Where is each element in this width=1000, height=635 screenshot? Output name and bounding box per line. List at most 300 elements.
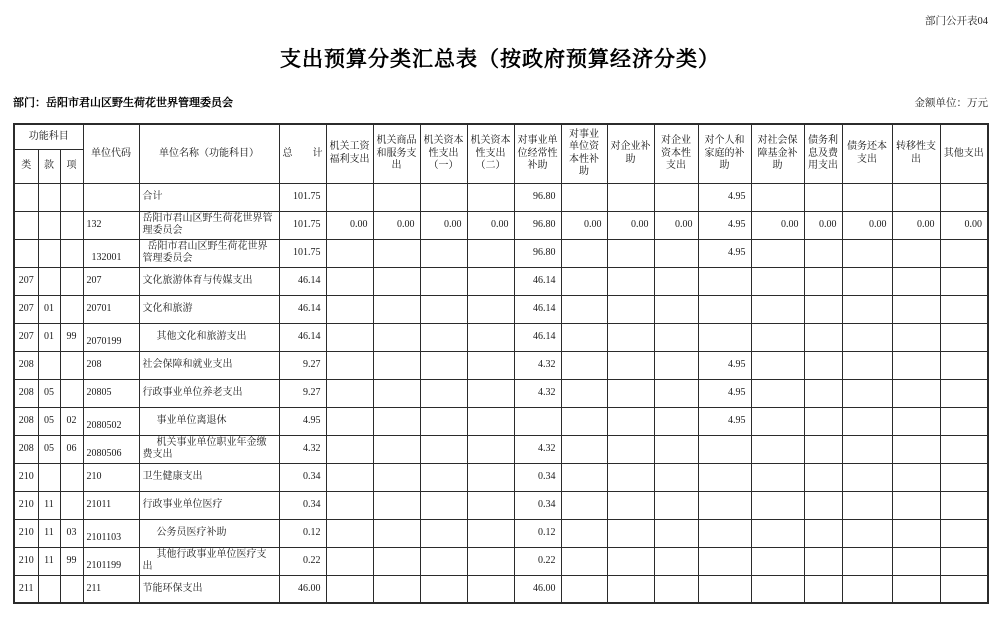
cell-value [467, 239, 514, 267]
cell-value: 96.80 [514, 211, 561, 239]
cell-value [940, 575, 988, 603]
cell-value [607, 519, 654, 547]
cell-value [892, 323, 940, 351]
cell-value: 46.14 [279, 295, 326, 323]
cell-value [892, 491, 940, 519]
cell-value [940, 463, 988, 491]
cell-value [892, 547, 940, 575]
cell-value [940, 379, 988, 407]
cell-value [698, 295, 751, 323]
cell-value [420, 379, 467, 407]
cell-value [751, 183, 804, 211]
cell-value [654, 351, 698, 379]
cell-value [373, 463, 420, 491]
cell-value: 46.00 [514, 575, 561, 603]
cell-value: 0.34 [514, 463, 561, 491]
cell-value [607, 183, 654, 211]
cell-xiang [60, 379, 83, 407]
cell-value [940, 435, 988, 463]
cell-value [561, 463, 607, 491]
cell-value: 4.32 [514, 435, 561, 463]
cell-value: 9.27 [279, 351, 326, 379]
header-value-column: 对事业单位资本性补助 [561, 124, 607, 183]
table-row [14, 463, 988, 491]
cell-value [326, 351, 373, 379]
cell-value [654, 295, 698, 323]
cell-lei: 208 [14, 351, 38, 379]
cell-value: 101.75 [279, 239, 326, 267]
cell-value [751, 575, 804, 603]
cell-lei [14, 239, 38, 267]
header-xiang: 项 [60, 149, 83, 183]
cell-value [420, 435, 467, 463]
cell-lei: 208 [14, 379, 38, 407]
cell-xiang [60, 183, 83, 211]
cell-value: 4.95 [698, 239, 751, 267]
cell-value: 0.00 [467, 211, 514, 239]
cell-value [326, 547, 373, 575]
cell-value: 0.00 [804, 211, 842, 239]
cell-xiang [60, 575, 83, 603]
cell-value [561, 379, 607, 407]
cell-lei: 210 [14, 547, 38, 575]
cell-kuan: 05 [38, 379, 60, 407]
cell-value: 0.00 [420, 211, 467, 239]
cell-lei [14, 183, 38, 211]
cell-value [751, 323, 804, 351]
cell-value: 4.95 [698, 407, 751, 435]
cell-value [751, 267, 804, 295]
cell-value [326, 239, 373, 267]
cell-value [751, 351, 804, 379]
cell-value [654, 519, 698, 547]
cell-kuan: 01 [38, 295, 60, 323]
cell-value [751, 295, 804, 323]
cell-value [892, 575, 940, 603]
cell-value [804, 547, 842, 575]
table-header [14, 124, 988, 183]
cell-value: 0.00 [607, 211, 654, 239]
cell-value: 0.22 [279, 547, 326, 575]
cell-value [804, 407, 842, 435]
cell-value [514, 407, 561, 435]
header-value-column: 机关资本性支出（一） [420, 124, 467, 183]
cell-value [751, 435, 804, 463]
cell-value: 0.00 [940, 211, 988, 239]
cell-unit-name: 行政事业单位养老支出 [139, 379, 279, 407]
cell-value [561, 491, 607, 519]
cell-value [420, 491, 467, 519]
cell-value [373, 183, 420, 211]
cell-value [607, 407, 654, 435]
cell-value [373, 407, 420, 435]
cell-value [467, 575, 514, 603]
cell-kuan [38, 463, 60, 491]
cell-value: 101.75 [279, 183, 326, 211]
cell-unit-name: 事业单位离退休 [139, 407, 279, 435]
cell-xiang: 06 [60, 435, 83, 463]
cell-value: 4.95 [698, 211, 751, 239]
cell-value: 0.00 [561, 211, 607, 239]
cell-unit-code: 21011 [83, 491, 139, 519]
cell-value [607, 323, 654, 351]
cell-value [467, 435, 514, 463]
cell-value [842, 239, 892, 267]
cell-value [373, 323, 420, 351]
cell-value [654, 323, 698, 351]
cell-value [842, 295, 892, 323]
cell-value [804, 519, 842, 547]
cell-value: 0.00 [326, 211, 373, 239]
header-value-column: 其他支出 [940, 124, 988, 183]
cell-value [751, 379, 804, 407]
cell-lei: 208 [14, 435, 38, 463]
cell-value [892, 519, 940, 547]
cell-kuan: 05 [38, 407, 60, 435]
cell-xiang: 99 [60, 547, 83, 575]
cell-value [940, 239, 988, 267]
cell-value [467, 491, 514, 519]
cell-value [420, 351, 467, 379]
cell-value [842, 519, 892, 547]
cell-value [751, 463, 804, 491]
cell-value [420, 267, 467, 295]
cell-value [420, 183, 467, 211]
cell-value [698, 519, 751, 547]
cell-value [842, 323, 892, 351]
cell-value [940, 407, 988, 435]
cell-kuan: 01 [38, 323, 60, 351]
cell-value [892, 351, 940, 379]
cell-value: 4.95 [698, 183, 751, 211]
cell-value [940, 183, 988, 211]
cell-value [326, 323, 373, 351]
cell-value [842, 463, 892, 491]
table-row [14, 435, 988, 463]
cell-value: 101.75 [279, 211, 326, 239]
cell-value [654, 435, 698, 463]
table-row [14, 407, 988, 435]
cell-value [467, 351, 514, 379]
cell-value [804, 463, 842, 491]
cell-value [467, 379, 514, 407]
cell-lei: 207 [14, 323, 38, 351]
cell-kuan [38, 351, 60, 379]
cell-value [842, 407, 892, 435]
cell-value [561, 183, 607, 211]
cell-value [420, 463, 467, 491]
cell-value [561, 519, 607, 547]
cell-unit-name: 公务员医疗补助 [139, 519, 279, 547]
cell-value [420, 239, 467, 267]
cell-value [654, 183, 698, 211]
cell-value [698, 323, 751, 351]
cell-lei: 211 [14, 575, 38, 603]
cell-unit-code: 2101199 [83, 547, 139, 575]
cell-value [326, 463, 373, 491]
cell-xiang [60, 491, 83, 519]
cell-kuan [38, 183, 60, 211]
cell-value [326, 407, 373, 435]
cell-value [561, 239, 607, 267]
cell-value: 4.95 [698, 351, 751, 379]
cell-unit-code: 20701 [83, 295, 139, 323]
cell-unit-code: 2080502 [83, 407, 139, 435]
cell-value [420, 295, 467, 323]
cell-value: 46.14 [514, 267, 561, 295]
cell-value [326, 267, 373, 295]
cell-value: 96.80 [514, 183, 561, 211]
header-value-column: 机关资本性支出（二） [467, 124, 514, 183]
cell-value: 0.12 [514, 519, 561, 547]
cell-unit-name: 岳阳市君山区野生荷花世界管理委员会 [139, 239, 279, 267]
cell-value [373, 519, 420, 547]
cell-value [420, 575, 467, 603]
cell-value [326, 575, 373, 603]
cell-unit-name: 其他行政事业单位医疗支出 [139, 547, 279, 575]
cell-value [804, 379, 842, 407]
cell-lei: 208 [14, 407, 38, 435]
header-row-top [14, 124, 988, 149]
cell-value: 0.00 [751, 211, 804, 239]
cell-value [940, 267, 988, 295]
header-value-column: 对社会保障基金补助 [751, 124, 804, 183]
cell-value [698, 463, 751, 491]
cell-value: 96.80 [514, 239, 561, 267]
cell-value: 4.32 [514, 379, 561, 407]
header-total: 总 计 [279, 124, 326, 183]
cell-unit-name: 岳阳市君山区野生荷花世界管理委员会 [139, 211, 279, 239]
cell-lei: 210 [14, 491, 38, 519]
table-row [14, 267, 988, 295]
cell-value [607, 547, 654, 575]
cell-value [561, 547, 607, 575]
cell-value [561, 575, 607, 603]
cell-value [373, 295, 420, 323]
table-row [14, 295, 988, 323]
cell-value [654, 575, 698, 603]
cell-value: 46.14 [514, 295, 561, 323]
cell-value [804, 351, 842, 379]
cell-value [804, 435, 842, 463]
cell-value [373, 267, 420, 295]
cell-xiang [60, 211, 83, 239]
cell-value: 4.32 [279, 435, 326, 463]
cell-value [654, 407, 698, 435]
table-row [14, 211, 988, 239]
cell-value: 4.95 [279, 407, 326, 435]
cell-value [804, 295, 842, 323]
cell-lei [14, 211, 38, 239]
header-kuan: 款 [38, 149, 60, 183]
cell-value [892, 267, 940, 295]
cell-value [804, 183, 842, 211]
cell-value [892, 435, 940, 463]
cell-value [607, 491, 654, 519]
cell-value [607, 463, 654, 491]
cell-value [326, 491, 373, 519]
cell-unit-name: 机关事业单位职业年金缴费支出 [139, 435, 279, 463]
cell-value: 46.14 [514, 323, 561, 351]
cell-unit-name: 文化旅游体育与传媒支出 [139, 267, 279, 295]
cell-xiang: 99 [60, 323, 83, 351]
cell-value [654, 379, 698, 407]
cell-kuan [38, 267, 60, 295]
cell-value [940, 547, 988, 575]
cell-value [607, 379, 654, 407]
cell-value [561, 351, 607, 379]
cell-unit-code: 211 [83, 575, 139, 603]
header-unit-code: 单位代码 [83, 124, 139, 183]
cell-unit-code: 210 [83, 463, 139, 491]
cell-value [326, 435, 373, 463]
cell-value: 0.34 [514, 491, 561, 519]
cell-value [842, 379, 892, 407]
cell-value [467, 547, 514, 575]
cell-value [804, 575, 842, 603]
header-value-column: 转移性支出 [892, 124, 940, 183]
header-value-column: 债务还本支出 [842, 124, 892, 183]
cell-value: 0.34 [279, 463, 326, 491]
cell-value [607, 239, 654, 267]
cell-value: 0.12 [279, 519, 326, 547]
cell-unit-name: 文化和旅游 [139, 295, 279, 323]
cell-value: 0.00 [373, 211, 420, 239]
cell-value [698, 547, 751, 575]
cell-unit-code: 20805 [83, 379, 139, 407]
cell-unit-code [83, 183, 139, 211]
cell-value [842, 491, 892, 519]
meta-row [13, 94, 988, 110]
cell-value [326, 519, 373, 547]
cell-value [420, 323, 467, 351]
cell-value [607, 351, 654, 379]
cell-unit-code: 2080506 [83, 435, 139, 463]
cell-value [373, 239, 420, 267]
cell-value: 0.00 [654, 211, 698, 239]
cell-value: 4.32 [514, 351, 561, 379]
cell-unit-code: 208 [83, 351, 139, 379]
cell-lei: 207 [14, 267, 38, 295]
cell-value: 0.00 [842, 211, 892, 239]
cell-unit-name: 行政事业单位医疗 [139, 491, 279, 519]
cell-xiang: 02 [60, 407, 83, 435]
table-row [14, 239, 988, 267]
cell-value [654, 463, 698, 491]
cell-value [842, 183, 892, 211]
cell-value [804, 323, 842, 351]
cell-value [373, 351, 420, 379]
cell-value [607, 295, 654, 323]
cell-unit-code: 2070199 [83, 323, 139, 351]
page-title: 支出预算分类汇总表（按政府预算经济分类） [280, 47, 720, 71]
cell-value [561, 295, 607, 323]
cell-value [892, 295, 940, 323]
cell-kuan: 11 [38, 519, 60, 547]
cell-value [607, 575, 654, 603]
department-label: 部门：岳阳市君山区野生荷花世界管理委员会 [13, 97, 233, 109]
cell-value [607, 435, 654, 463]
doc-label: 部门公开表04 [925, 16, 988, 27]
cell-value [842, 435, 892, 463]
cell-value [804, 239, 842, 267]
table-row [14, 379, 988, 407]
cell-value: 9.27 [279, 379, 326, 407]
cell-value [373, 575, 420, 603]
table-body [14, 183, 988, 603]
cell-xiang [60, 267, 83, 295]
cell-value [698, 575, 751, 603]
cell-value [467, 183, 514, 211]
cell-value: 46.14 [279, 323, 326, 351]
cell-value: 0.00 [892, 211, 940, 239]
cell-value [940, 351, 988, 379]
cell-value [467, 323, 514, 351]
cell-value: 0.34 [279, 491, 326, 519]
table-row [14, 491, 988, 519]
cell-value [842, 267, 892, 295]
cell-value: 0.22 [514, 547, 561, 575]
cell-value: 4.95 [698, 379, 751, 407]
cell-value [654, 547, 698, 575]
cell-xiang [60, 295, 83, 323]
cell-lei: 210 [14, 463, 38, 491]
header-value-column: 债务利息及费用支出 [804, 124, 842, 183]
cell-value [420, 547, 467, 575]
cell-value [654, 239, 698, 267]
header-value-column: 对企业资本性支出 [654, 124, 698, 183]
table-row [14, 351, 988, 379]
cell-unit-name: 合计 [139, 183, 279, 211]
cell-unit-name: 其他文化和旅游支出 [139, 323, 279, 351]
cell-value [467, 295, 514, 323]
cell-value: 46.00 [279, 575, 326, 603]
cell-value: 46.14 [279, 267, 326, 295]
cell-xiang [60, 351, 83, 379]
cell-value [751, 239, 804, 267]
cell-unit-name: 卫生健康支出 [139, 463, 279, 491]
cell-value [842, 351, 892, 379]
table-row [14, 183, 988, 211]
cell-value [892, 379, 940, 407]
cell-kuan: 05 [38, 435, 60, 463]
cell-value [373, 379, 420, 407]
budget-table [13, 123, 989, 604]
cell-value [842, 547, 892, 575]
cell-value [467, 519, 514, 547]
cell-kuan: 11 [38, 491, 60, 519]
table-row [14, 323, 988, 351]
cell-kuan [38, 211, 60, 239]
cell-value [751, 491, 804, 519]
amount-unit-label: 金额单位：万元 [914, 98, 988, 109]
cell-value [751, 519, 804, 547]
cell-value [892, 463, 940, 491]
cell-value [892, 407, 940, 435]
header-value-column: 机关商品和服务支出 [373, 124, 420, 183]
cell-value [751, 407, 804, 435]
header-functional-category: 功能科目 [14, 124, 83, 149]
cell-value [751, 547, 804, 575]
header-unit-name: 单位名称（功能科目） [139, 124, 279, 183]
cell-value [467, 463, 514, 491]
header-lei: 类 [14, 149, 38, 183]
cell-value [561, 323, 607, 351]
cell-value [940, 519, 988, 547]
cell-value [698, 267, 751, 295]
cell-lei: 207 [14, 295, 38, 323]
cell-value [373, 435, 420, 463]
